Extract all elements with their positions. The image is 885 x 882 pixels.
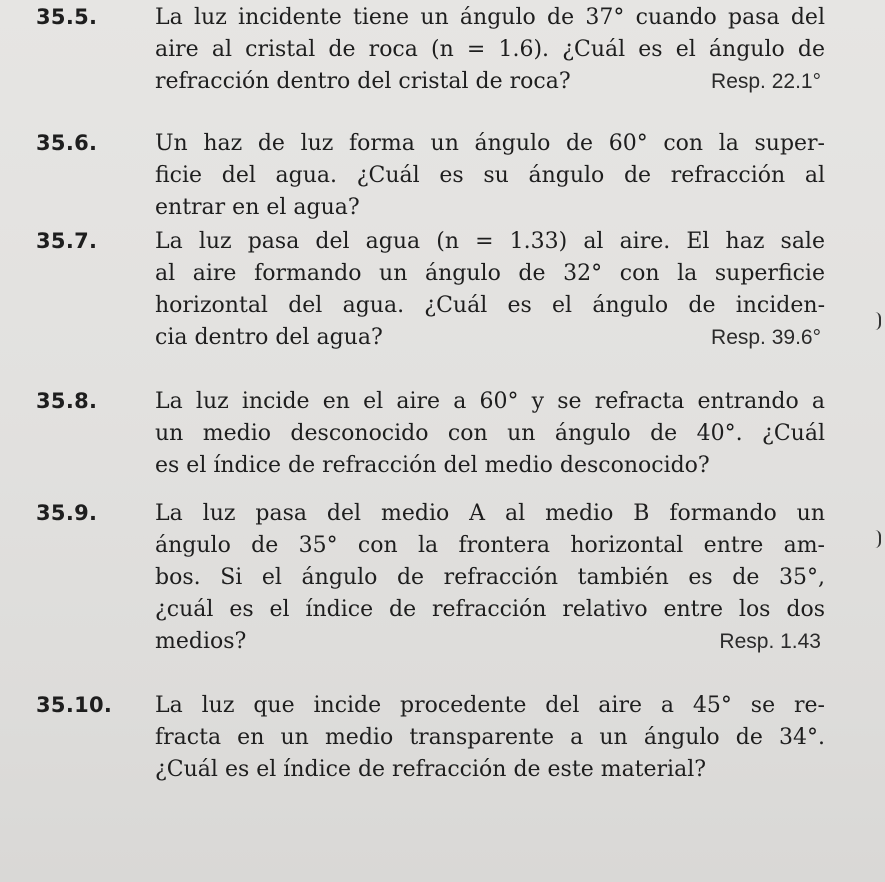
problem-line: La luz pasa del medio A al medio B formando un — [155, 501, 825, 526]
problem-number: 35.8. — [36, 389, 98, 413]
problem-line: La luz incidente tiene un ángulo de 37° cuando pasa del — [155, 5, 825, 30]
problem-number: 35.10. — [36, 693, 113, 717]
problem-line: La luz pasa del agua (n = 1.33) al aire. El haz sale — [155, 229, 825, 254]
problem-line: es el índice de refracción del medio desconocido? — [155, 453, 710, 478]
problem-line: medios? — [155, 629, 247, 654]
problem-line: al aire formando un ángulo de 32° con la superficie — [155, 261, 825, 286]
problem-text — [155, 690, 825, 786]
problem-text — [155, 2, 825, 98]
answer-text: Resp. 1.43 — [719, 630, 821, 653]
answer-text: Resp. 22.1° — [711, 70, 821, 93]
problem-line: refracción dentro del cristal de roca? — [155, 69, 571, 94]
problem-text — [155, 226, 825, 354]
problem-line: Un haz de luz forma un ángulo de 60° con la super- — [155, 131, 825, 156]
problem-line: ¿cuál es el índice de refracción relativo entre los dos — [155, 597, 825, 622]
problem-line: horizontal del agua. ¿Cuál es el ángulo de inciden- — [155, 293, 825, 318]
problem-line: cia dentro del agua? — [155, 325, 383, 350]
problem-line: ficie del agua. ¿Cuál es su ángulo de refracción al — [155, 163, 825, 188]
problem-line: un medio desconocido con un ángulo de 40°. ¿Cuál — [155, 421, 825, 446]
problem-line-with-answer — [155, 322, 825, 354]
problem-number: 35.5. — [36, 5, 98, 29]
problem-text — [155, 386, 825, 482]
page-edge-mark — [873, 312, 881, 330]
problem-line: aire al cristal de roca (n = 1.6). ¿Cuál es el ángulo de — [155, 37, 825, 62]
problem-line: bos. Si el ángulo de refracción también es de 35°, — [155, 565, 825, 590]
problem-number: 35.7. — [36, 229, 98, 253]
problem-line: La luz que incide procedente del aire a 45° se re- — [155, 693, 825, 718]
problem-line: entrar en el agua? — [155, 195, 360, 220]
problem-line: fracta en un medio transparente a un ángulo de 34°. — [155, 725, 825, 750]
answer-text: Resp. 39.6° — [711, 326, 821, 349]
problem-line: ángulo de 35° con la frontera horizontal entre am- — [155, 533, 825, 558]
problem-number: 35.6. — [36, 131, 98, 155]
problem-line-with-answer — [155, 66, 825, 98]
problem-number: 35.9. — [36, 501, 98, 525]
problem-text — [155, 498, 825, 658]
problem-text — [155, 128, 825, 224]
problem-line: ¿Cuál es el índice de refracción de este material? — [155, 757, 707, 782]
problem-line-with-answer — [155, 626, 825, 658]
page-edge-mark — [873, 530, 881, 548]
problem-line: La luz incide en el aire a 60° y se refracta entrando a — [155, 389, 825, 414]
